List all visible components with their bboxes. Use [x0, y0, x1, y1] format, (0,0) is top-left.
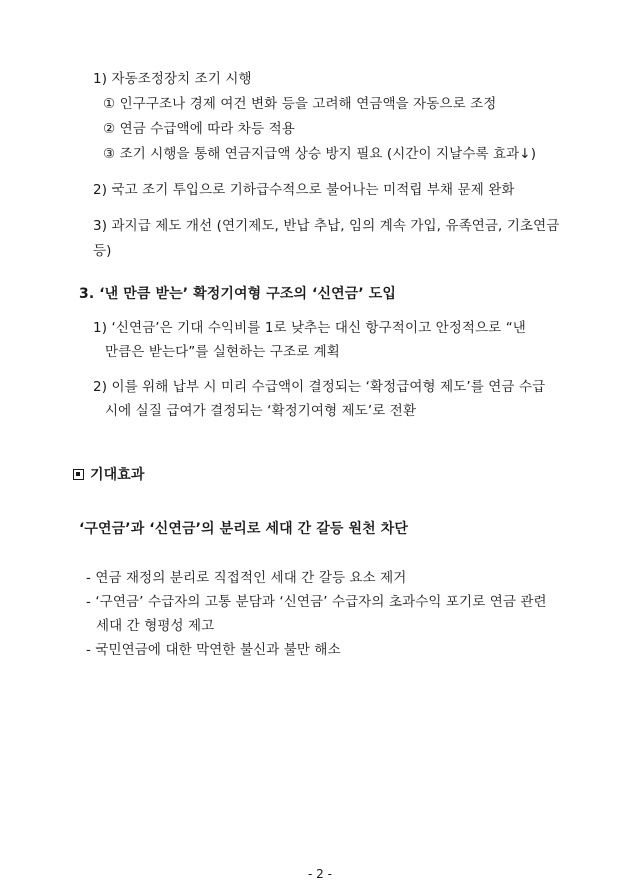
item-2: 2) 국고 조기 투입으로 기하급수적으로 불어나는 미적립 부채 문제 완화 [93, 182, 515, 198]
item-3-line-2: 등) [93, 243, 112, 259]
section-3-item-2-line-1: 2) 이를 위해 납부 시 미리 수급액이 결정되는 ‘확정급여형 제도’를 연금 수급 [93, 379, 546, 395]
effects-heading [73, 466, 145, 484]
square-bullet-icon [73, 469, 84, 480]
effects-bullet-1: - 연금 재정의 분리로 직접적인 세대 간 갈등 요소 제거 [86, 570, 407, 586]
item-1-sub-2: ② 연금 수급액에 따라 차등 적용 [103, 121, 295, 137]
effects-heading-text: 기대효과 [90, 467, 145, 483]
section-3-item-1-line-1: 1) ‘신연금’은 기대 수익비를 1로 낮추는 대신 항구적이고 안정적으로 “낸 [93, 320, 526, 336]
effects-bullet-3: - 국민연금에 대한 막연한 불신과 불만 해소 [86, 642, 341, 658]
effects-bullet-2-continued: 세대 간 형평성 제고 [96, 618, 215, 634]
section-3-item-2-line-2: 시에 실질 급여가 결정되는 ‘확정기여형 제도’로 전환 [105, 403, 417, 419]
effects-bullet-2: - ‘구연금’ 수급자의 고통 분담과 ‘신연금’ 수급자의 초과수익 포기로 연금 관련 [86, 594, 547, 610]
section-3-heading: 3. ‘낸 만큼 받는’ 확정기여형 구조의 ‘신연금’ 도입 [79, 286, 396, 302]
item-1-title: 1) 자동조정장치 조기 시행 [93, 71, 252, 87]
section-3-item-1-line-2: 만큼은 받는다”를 실현하는 구조로 계획 [105, 344, 340, 360]
page-number: - 2 - [308, 867, 332, 881]
item-1-sub-1: ① 인구구조나 경제 여건 변화 등을 고려해 연금액을 자동으로 조정 [103, 96, 497, 112]
item-3-line-1: 3) 과지급 제도 개선 (연기제도, 반납 추납, 임의 계속 가입, 유족연금, 기초연금 [93, 218, 560, 234]
effects-subheading: ‘구연금’과 ‘신연금’의 분리로 세대 간 갈등 원천 차단 [79, 521, 408, 537]
item-1-sub-3: ③ 조기 시행을 통해 연금지급액 상승 방지 필요 (시간이 지날수록 효과↓) [103, 146, 537, 162]
